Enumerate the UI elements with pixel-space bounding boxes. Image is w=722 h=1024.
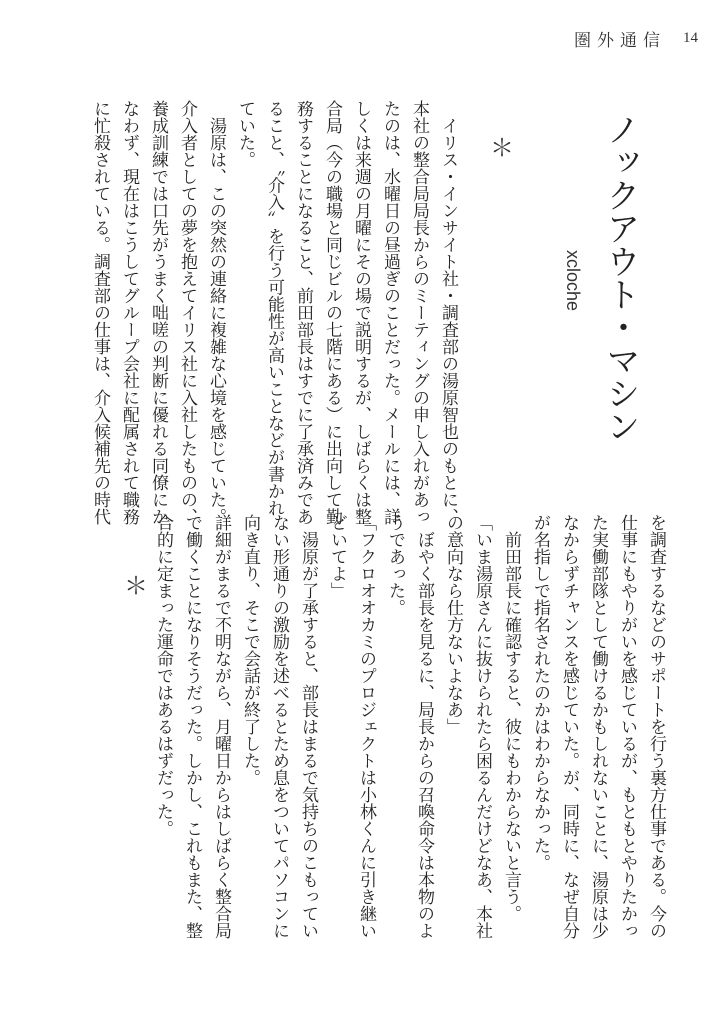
text-line: ない形通りの激励を述べるとため息をついてパソコンに [269, 514, 289, 939]
text-line: たのは、水曜日の昼過ぎのことだった。メールには、詳 [380, 100, 400, 525]
text-line: 合局（今の職場と同じビルの七階にある）に出向して勤 [322, 100, 342, 525]
text-line: で働くことになりそうだった。しかし、これもまた、整 [182, 514, 202, 939]
text-line: 向き直り、そこで会話が終了した。 [240, 514, 260, 786]
text-line: ていた。 [235, 100, 255, 168]
text-line: 「フクロオオカミのプロジェクトは小林くんに引き継い [356, 514, 376, 939]
text-line: なわず、現在はこうしてグループ会社に配属されて職務 [119, 100, 139, 525]
story-author: xcloche [563, 250, 583, 312]
text-line: 合的に定まった運命ではあるはずだった。 [153, 514, 173, 837]
body-text-section-1 [85, 100, 462, 525]
body-text-section-2 [148, 514, 670, 944]
text-line: なからずチャンスを感じていた。が、同時に、なぜ自分 [559, 514, 579, 939]
text-line: 養成訓練では口先がうまく咄嗟の判断に優れる同僚にか [148, 100, 168, 525]
publication-header: 圏外通信 [574, 31, 666, 51]
text-line: ぼやく部長を見るに、局長からの召喚命令は本物のよ [414, 514, 434, 939]
text-line: の意向なら仕方ないよなあ」 [443, 514, 463, 735]
text-line: が名指しで指名されたのかはわからなかった。 [530, 514, 550, 871]
text-line: 務することになること、前田部長はすでに了承済みであ [293, 100, 313, 525]
text-line: に忙殺されている。調査部の仕事は、介入候補先の時代 [90, 100, 110, 525]
story-title: ノックアウト・マシン [600, 112, 640, 442]
text-line: た実働部隊として働けるかもしれないことに、湯原は少 [588, 514, 608, 939]
text-line: 詳細がまるで不明ながら、月曜日からはしばらく整合局 [211, 514, 231, 939]
text-line: 介入者としての夢を抱えてイリス社に入社したものの、 [177, 100, 197, 525]
section-break-2: ＊ [124, 572, 148, 600]
text-line: 湯原は、この突然の連絡に複雑な心境を感じていた。 [206, 100, 226, 525]
text-line: を調査するなどのサポートを行う裏方仕事である。今の [646, 514, 666, 939]
text-line: 前田部長に確認すると、彼にもわからないと言う。 [501, 514, 521, 922]
text-line: イリス・インサイト社・調査部の湯原智也のもとに、 [438, 100, 458, 525]
text-line: ること、〝介入〟を行う可能性が高いことなどが書かれ [264, 100, 284, 517]
text-line: 湯原が了承すると、部長はまるで気持ちのこもってい [298, 514, 318, 939]
text-line: 本社の整合局局長からのミーティングの申し入れがあっ [409, 100, 429, 525]
text-line: 「いま湯原さんに抜けられたら困るんだけどなあ、本社 [472, 514, 492, 939]
page-number: 14 [683, 30, 698, 46]
section-break-1: ＊ [490, 134, 514, 162]
text-line: しくは来週の月曜にその場で説明するが、しばらくは整 [351, 100, 371, 525]
text-line: 仕事にもやりがいを感じているが、もともとやりたかっ [617, 514, 637, 939]
text-line: うであった。 [385, 514, 405, 616]
text-line: どいてよ」 [327, 514, 347, 599]
